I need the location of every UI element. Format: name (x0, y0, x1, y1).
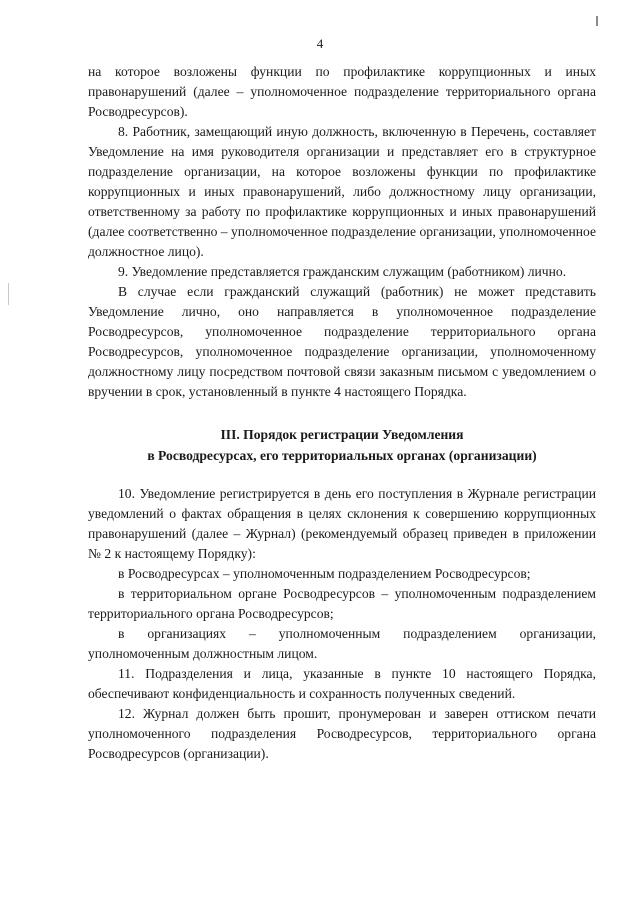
page-number: 4 (316, 36, 324, 51)
section-heading-line1: III. Порядок регистрации Уведомления (220, 427, 464, 442)
paragraph-8: 8. Работник, замещающий иную должность, включенную в Перечень, составляет Уведомление на имя руководителя организации и представляет его в структурное подразделение организации, на которое возложены функции по профилактике коррупционных и иных правонарушений, либо должностному лицу организации, ответственному за работу по профилактике коррупционных и иных правонарушений (далее соответственно – уполномоченное подразделение организации, уполномоченное должностное лицо). (88, 124, 596, 259)
paragraph-10-item-organizations: в организациях – уполномоченным подразделением организации, уполномоченным должностным лицом. (88, 626, 596, 661)
document-body (88, 62, 596, 764)
paragraph-11: 11. Подразделения и лица, указанные в пункте 10 настоящего Порядка, обеспечивают конфиденциальность и сохранность полученных сведений. (88, 666, 596, 701)
paragraph-10-item-federal: в Росводресурсах – уполномоченным подразделением Росводресурсов; (118, 566, 531, 581)
paragraph-10-item-territorial: в территориальном органе Росводресурсов – уполномоченным подразделением территориального органа Росводресурсов; (88, 586, 596, 621)
paragraph-9: 9. Уведомление представляется гражданским служащим (работником) лично. (118, 264, 567, 279)
paragraph-continuation: на которое возложены функции по профилактике коррупционных и иных правонарушений (далее – уполномоченное подразделение территориального органа Росводресурсов). (88, 64, 596, 119)
scan-mark-top-right (596, 16, 598, 26)
section-heading (88, 424, 596, 466)
scan-mark-left-edge (8, 283, 9, 305)
paragraph-12: 12. Журнал должен быть прошит, пронумерован и заверен оттиском печати уполномоченного подразделения Росводресурсов, территориального органа Росводресурсов (организации). (88, 706, 596, 761)
section-heading-line2: в Росводресурсах, его территориальных органах (организации) (147, 448, 537, 463)
paragraph-10: 10. Уведомление регистрируется в день его поступления в Журнале регистрации уведомлений о фактах обращения в целях склонения к совершению коррупционных правонарушений (далее – Журнал) (рекомендуемый образец приведен в приложении № 2 к настоящему Порядку): (88, 486, 596, 561)
paragraph-9-continued: В случае если гражданский служащий (работник) не может представить Уведомление лично, оно направляется в уполномоченное подразделение Росводресурсов, уполномоченное подразделение территориального органа Росводресурсов, уполномоченное подразделение организации, уполномоченному должностному лицу посредством почтовой связи заказным письмом с уведомлением о вручении в срок, установленный в пункте 4 настоящего Порядка. (88, 284, 596, 399)
